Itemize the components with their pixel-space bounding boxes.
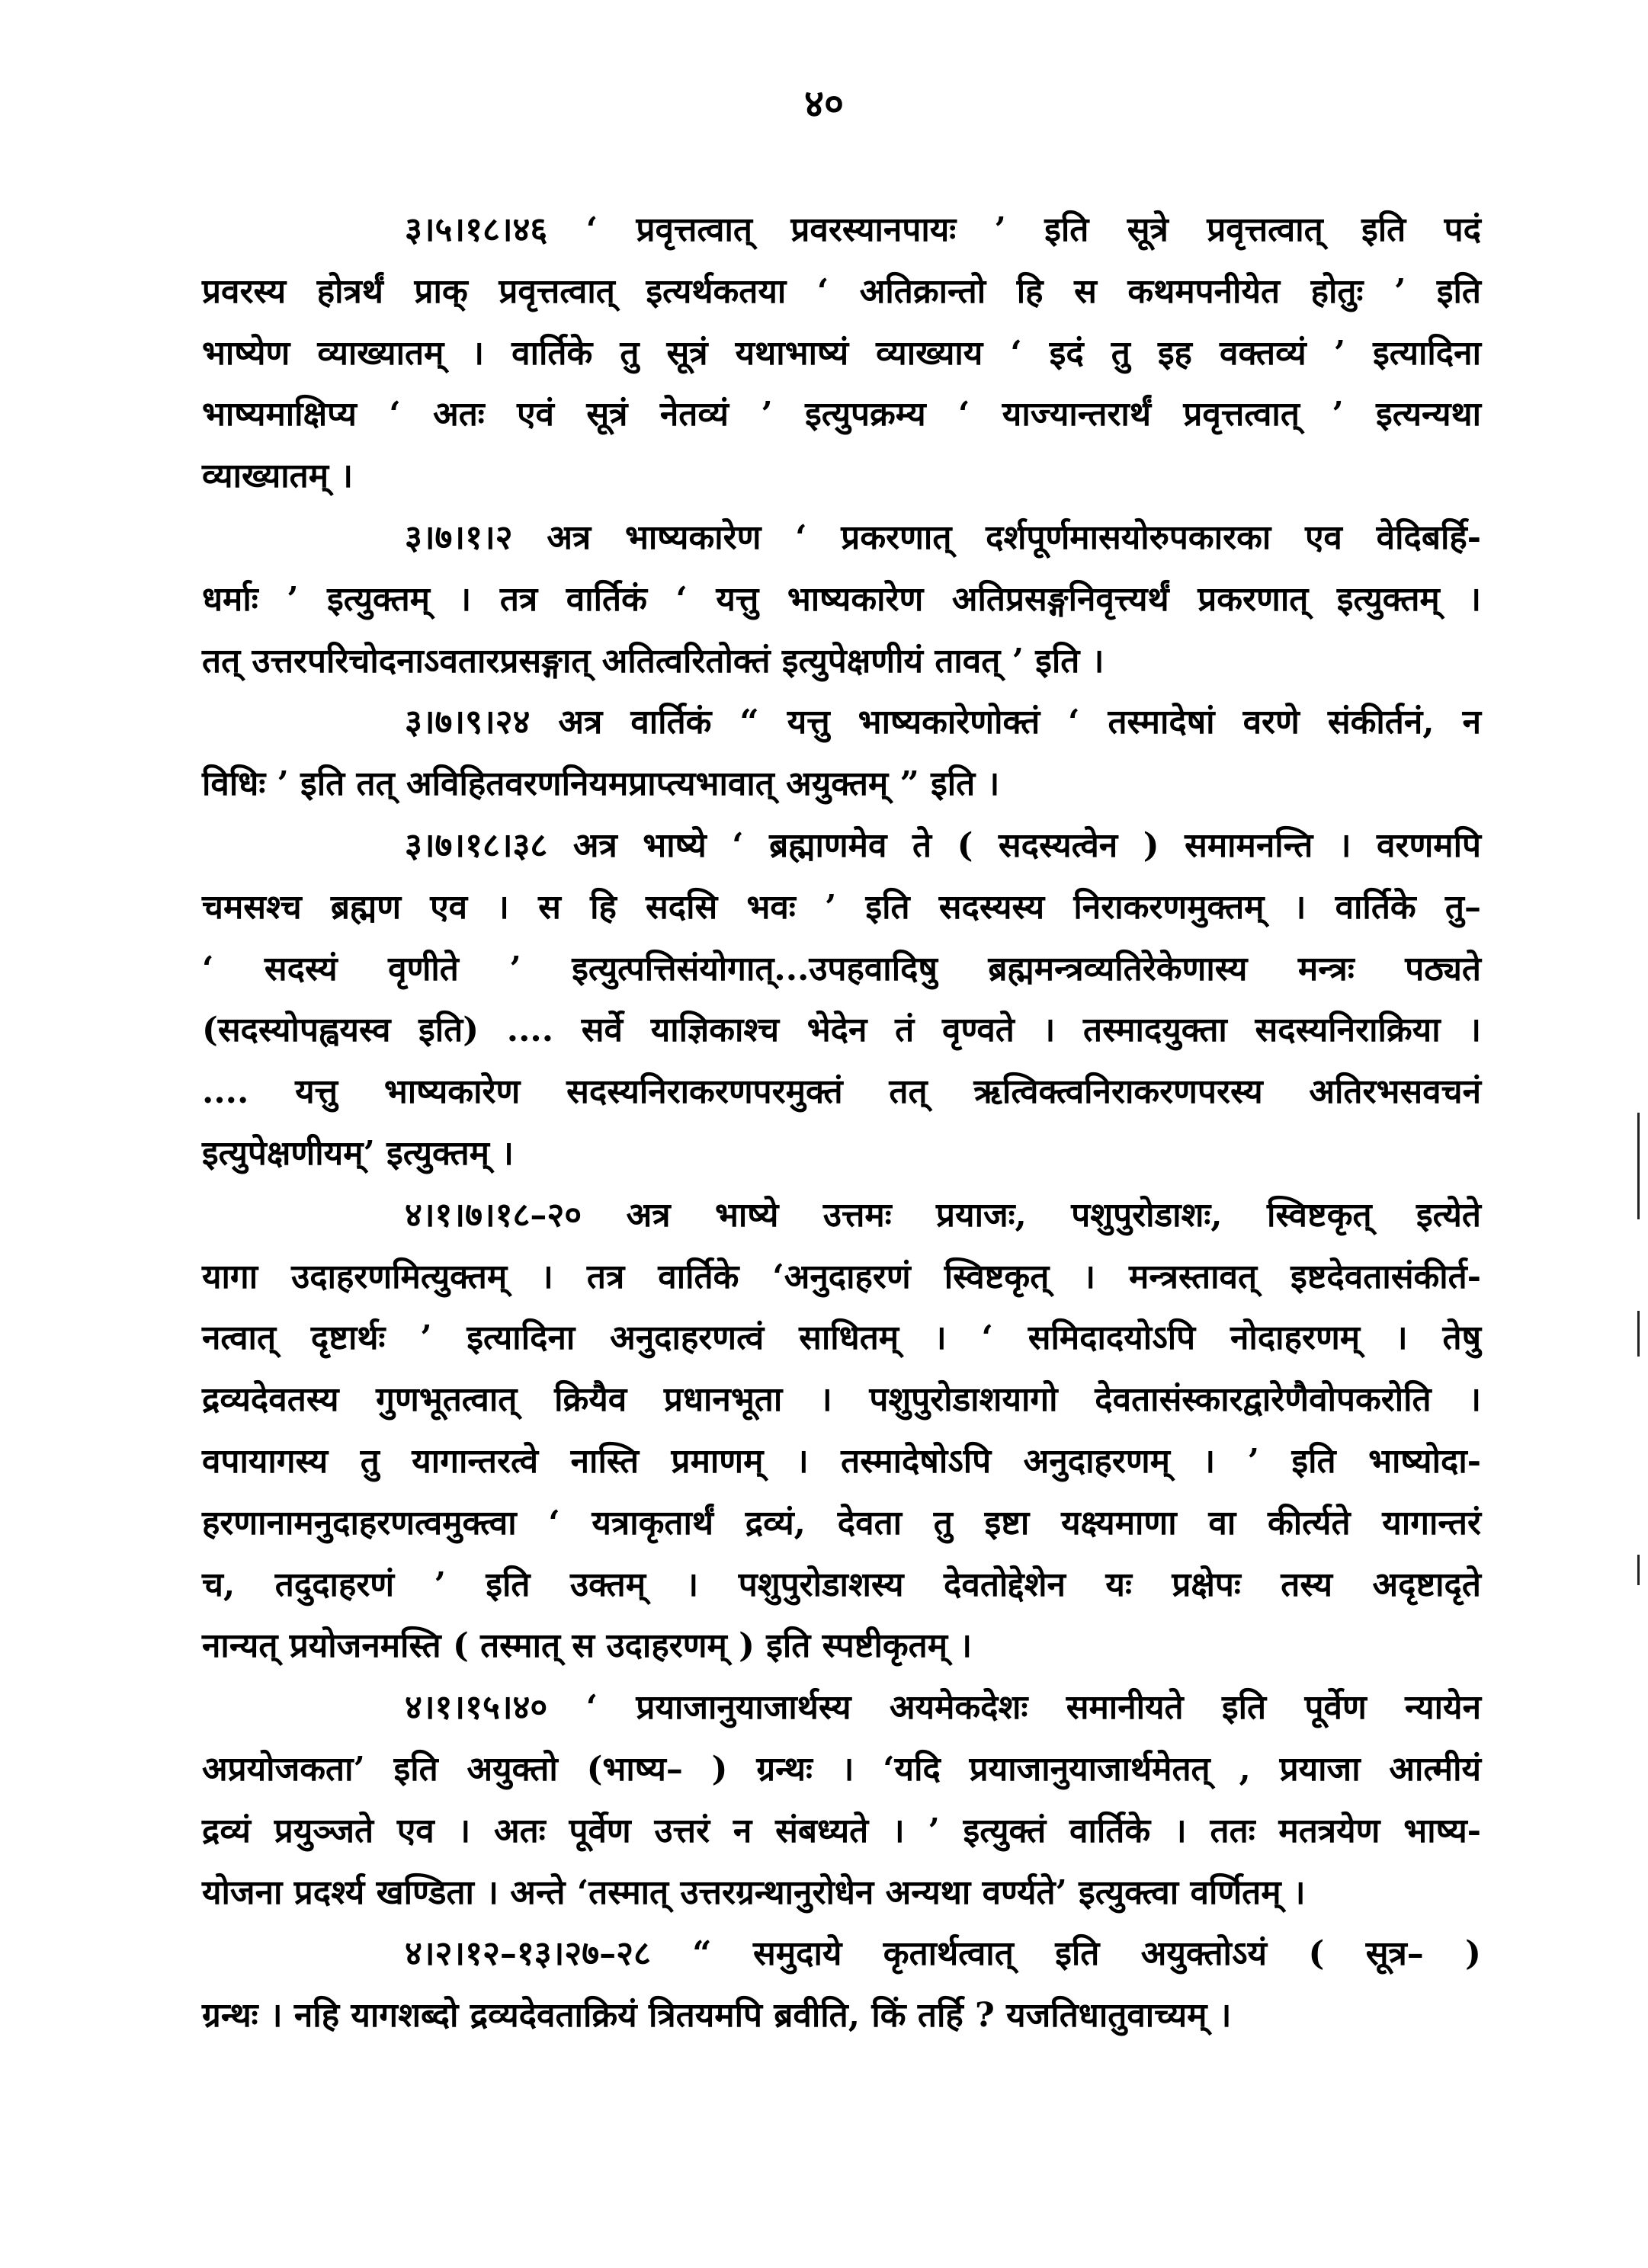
text-line: च, तदुदाहरणं ’ इति उक्तम् । पशुपुरोडाशस्य देवतोद्देशेन यः प्रक्षेपः तस्य अदृष्टादृते (202, 1565, 1481, 1604)
text-line: धर्माः ’ इत्युक्तम् । तत्र वार्तिकं ‘ यत्तु भाष्यकारेण अतिप्रसङ्गनिवृत्त्यर्थं प्रकरणात् इत्युक्तम् । (202, 579, 1481, 619)
page-number: ४० (804, 81, 844, 126)
paragraph (202, 1677, 1481, 1924)
text-line: ४।१।७।१८–२० अत्र भाष्ये उत्तमः प्रयाजः, पशुपुरोडाशः, स्विष्टकृत् इत्येते (405, 1195, 1481, 1235)
text-line: द्रव्यदेवतस्य गुणभूतत्वात् क्रियैव प्रधानभूता । पशुपुरोडाशयागो देवतासंस्कारद्वारेणैवोपकरोति । (202, 1380, 1481, 1420)
text-line: भाष्यमाक्षिप्य ‘ अतः एवं सूत्रं नेतव्यं ’ इत्युपक्रम्य ‘ याज्यान्तरार्थं प्रवृत्तत्वात् ’ इत्यन्यथा (202, 395, 1481, 434)
paragraph (202, 1924, 1481, 2047)
text-line: विधिः ’ इति तत् अविहितवरणनियमप्राप्त्यभावात् अयुक्तम् ” इति । (202, 764, 1000, 804)
text-line: इत्युपेक्षणीयम्’ इत्युक्तम् । (202, 1133, 514, 1173)
text-line: हरणानामनुदाहरणत्वमुक्त्वा ‘ यत्राकृतार्थं द्रव्यं, देवता तु इष्टा यक्ष्यमाणा वा कीर्त्यते यागान्तरं (202, 1503, 1481, 1542)
text-line: चमसश्च ब्रह्मण एव । स हि सदसि भवः ’ इति सदस्यस्य निराकरणमुक्तम् । वार्तिके तु– (202, 887, 1481, 927)
text-line: ग्रन्थः । नहि यागशब्दो द्रव्यदेवताक्रियं त्रितयमपि ब्रवीति, किं तर्हि ? यजतिधातुवाच्यम् । (202, 1996, 1232, 2036)
paragraph (202, 692, 1481, 815)
text-line: ‘ सदस्यं वृणीते ’ इत्युत्पत्तिसंयोगात्...उपहवादिषु ब्रह्ममन्त्रव्यतिरेकेणास्य मन्त्रः पठ्यते (202, 949, 1481, 988)
text-line: ३।५।१८।४६ ‘ प्रवृत्तत्वात् प्रवरस्यानपायः ’ इति सूत्रे प्रवृत्तत्वात् इति पदं (405, 210, 1481, 249)
scan-margin-mark (1637, 1113, 1640, 1219)
text-line: ३।७।१।२ अत्र भाष्यकारेण ‘ प्रकरणात् दर्शपूर्णमासयोरुपकारका एव वेदिबर्हि- (405, 517, 1481, 557)
scan-margin-mark (1637, 1555, 1640, 1585)
text-line: ३।७।९।२४ अत्र वार्तिकं “ यत्तु भाष्यकारेणोक्तं ‘ तस्मादेषां वरणे संकीर्तनं, न (405, 703, 1481, 742)
text-line: द्रव्यं प्रयुञ्जते एव । अतः पूर्वेण उत्तरं न संबध्यते । ’ इत्युक्तं वार्तिके । ततः मतत्रयेण भाष्य- (202, 1811, 1481, 1850)
text-line: (सदस्योपह्वयस्व इति) .... सर्वे याज्ञिकाश्च भेदेन तं वृण्वते । तस्मादयुक्ता सदस्यनिराक्रिया । (202, 1011, 1481, 1050)
paragraph (202, 815, 1481, 1185)
scan-margin-mark (1637, 1311, 1640, 1357)
text-line: नत्वात् दृष्टार्थः ’ इत्यादिना अनुदाहरणत्वं साधितम् । ‘ समिदादयोऽपि नोदाहरणम् । तेषु (202, 1318, 1481, 1358)
text-line: प्रवरस्य होत्रर्थं प्राक् प्रवृत्तत्वात् इत्यर्थकतया ‘ अतिक्रान्तो हि स कथमपनीयेत होतुः ’ इति (202, 271, 1481, 311)
text-line: भाष्येण व्याख्यातम् । वार्तिके तु सूत्रं यथाभाष्यं व्याख्याय ‘ इदं तु इह वक्तव्यं ’ इत्यादिना (202, 333, 1481, 373)
paragraph (202, 1185, 1481, 1677)
text-line: वपायागस्य तु यागान्तरत्वे नास्ति प्रमाणम् । तस्मादेषोऽपि अनुदाहरणम् । ’ इति भाष्योदा- (202, 1441, 1481, 1481)
text-line: .... यत्तु भाष्यकारेण सदस्यनिराकरणपरमुक्तं तत् ऋत्विक्त्वनिराकरणपरस्य अतिरभसवचनं (202, 1072, 1481, 1112)
text-line: नान्यत् प्रयोजनमस्ति ( तस्मात् स उदाहरणम् ) इति स्पष्टीकृतम् । (202, 1626, 973, 1666)
text-line: योजना प्रदर्श्य खण्डिता । अन्ते ‘तस्मात् उत्तरग्रन्थानुरोधेन अन्यथा वर्ण्यते’ इत्युक्त्वा वर्णितम् । (202, 1872, 1306, 1912)
paragraph (202, 508, 1481, 692)
text-line: तत् उत्तरपरिचोदनाऽवतारप्रसङ्गात् अतित्वरितोक्तं इत्युपेक्षणीयं तावत् ’ इति । (202, 641, 1105, 681)
text-line: व्याख्यातम् । (202, 456, 354, 496)
text-line: अप्रयोजकता’ इति अयुक्तो (भाष्य– ) ग्रन्थः । ‘यदि प्रयाजानुयाजार्थमेतत् , प्रयाजा आत्मीयं (202, 1749, 1481, 1789)
body-text (202, 200, 1481, 2047)
text-line: ४।२।१२–१३।२७–२८ “ समुदाये कृतार्थत्वात् इति अयुक्तोऽयं ( सूत्र– ) (405, 1934, 1481, 1974)
text-line: ४।१।१५।४० ‘ प्रयाजानुयाजार्थस्य अयमेकदेशः समानीयते इति पूर्वेण न्यायेन (405, 1688, 1481, 1728)
text-line: यागा उदाहरणमित्युक्तम् । तत्र वार्तिके ‘अनुदाहरणं स्विष्टकृत् । मन्त्रस्तावत् इष्टदेवतासंकीर्त- (202, 1257, 1481, 1296)
paragraph (202, 200, 1481, 508)
text-line: ३।७।१८।३८ अत्र भाष्ये ‘ ब्रह्माणमेव ते ( सदस्यत्वेन ) समामनन्ति । वरणमपि (405, 825, 1481, 865)
